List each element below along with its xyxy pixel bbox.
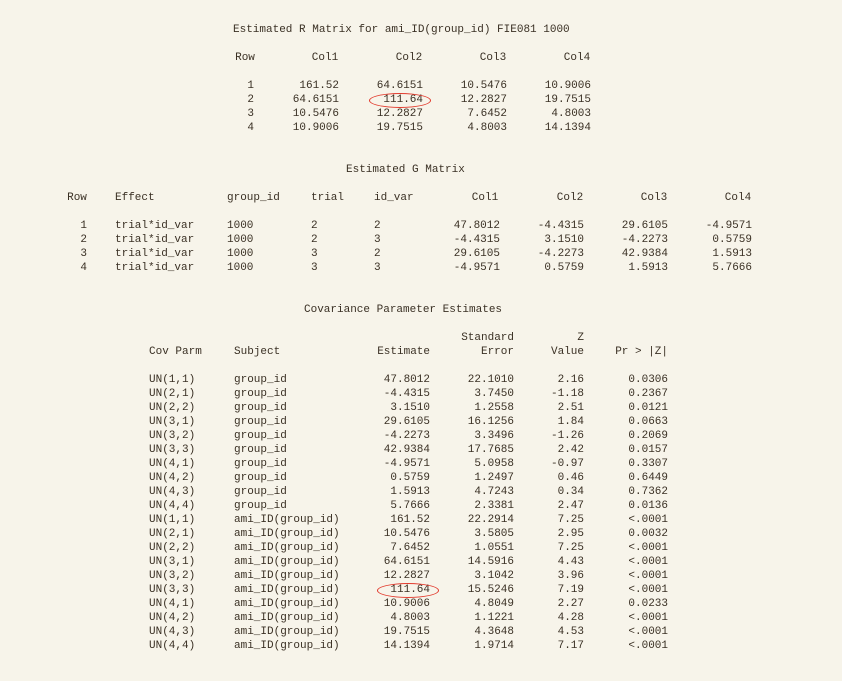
g-matrix-cell: trial*id_var	[115, 248, 195, 260]
cov-parm-cell: 12.2827	[383, 570, 430, 582]
r-matrix-col-header: Col4	[563, 52, 591, 64]
cov-parm-cell: 14.5916	[467, 556, 514, 568]
r-matrix-row-number: 4	[247, 122, 254, 134]
r-matrix-cell: 10.9006	[292, 122, 339, 134]
g-matrix-col-header: Col3	[640, 192, 668, 204]
cov-parm-cell: <.0001	[628, 584, 668, 596]
cov-parm-cell: 3.96	[557, 570, 584, 582]
cov-parm-cell: 2.51	[557, 402, 584, 414]
cov-parm-cell: 7.25	[557, 514, 584, 526]
r-matrix-cell: 12.2827	[460, 94, 507, 106]
g-matrix-col-header: group_id	[227, 192, 280, 204]
g-matrix-cell: 1000	[227, 248, 254, 260]
g-matrix-cell: 1000	[227, 220, 254, 232]
cov-parm-highlight-circle	[377, 583, 439, 598]
cov-parm-cell: 0.46	[557, 472, 584, 484]
cov-parm-name: UN(4,2)	[149, 612, 196, 624]
cov-parm-cell: 5.0958	[474, 458, 514, 470]
cov-parm-cell: 5.7666	[390, 500, 430, 512]
r-matrix-cell: 111.64	[383, 94, 423, 106]
g-matrix-title: Estimated G Matrix	[346, 164, 465, 176]
cov-parm-cell: 3.1042	[474, 570, 514, 582]
g-matrix-cell: 2	[374, 220, 381, 232]
cov-parm-cell: 0.5759	[390, 472, 430, 484]
cov-parm-cell: 19.7515	[383, 626, 430, 638]
r-matrix-cell: 10.9006	[544, 80, 591, 92]
cov-parm-cell: group_id	[234, 388, 287, 400]
cov-parm-cell: 0.0233	[628, 598, 668, 610]
cov-parm-cell: group_id	[234, 444, 287, 456]
cov-parm-cell: group_id	[234, 402, 287, 414]
cov-parm-name: UN(3,1)	[149, 556, 196, 568]
g-matrix-cell: -4.2273	[621, 234, 668, 246]
cov-parm-cell: 22.1010	[467, 374, 514, 386]
cov-parm-name: UN(4,2)	[149, 472, 196, 484]
cov-parm-cell: ami_ID(group_id)	[234, 626, 340, 638]
g-matrix-cell: 29.6105	[453, 248, 500, 260]
cov-parm-cell: 4.7243	[474, 486, 514, 498]
r-matrix-cell: 161.52	[299, 80, 339, 92]
g-matrix-cell: 2	[374, 248, 381, 260]
g-matrix-col-header: id_var	[374, 192, 414, 204]
g-matrix-cell: 1.5913	[712, 248, 752, 260]
cov-parm-cell: 1.2558	[474, 402, 514, 414]
r-matrix-cell: 4.8003	[467, 122, 507, 134]
r-matrix-cell: 19.7515	[544, 94, 591, 106]
cov-parm-cell: 4.53	[557, 626, 584, 638]
cov-parm-cell: 1.0551	[474, 542, 514, 554]
g-matrix-cell: 3.1510	[544, 234, 584, 246]
g-matrix-cell: 2	[311, 234, 318, 246]
r-matrix-cell: 10.5476	[460, 80, 507, 92]
cov-parm-cell: 4.8003	[390, 612, 430, 624]
cov-parm-cell: group_id	[234, 458, 287, 470]
cov-parm-col-header: Error	[480, 346, 514, 358]
cov-parm-cell: 0.2069	[628, 430, 668, 442]
g-matrix-cell: -4.9571	[705, 220, 752, 232]
g-matrix-row-number: 3	[80, 248, 87, 260]
cov-parm-name: UN(2,2)	[149, 542, 196, 554]
cov-parm-cell: 0.0121	[628, 402, 668, 414]
cov-parm-cell: -1.18	[550, 388, 584, 400]
g-matrix-cell: 5.7666	[712, 262, 752, 274]
cov-parm-cell: 42.9384	[383, 444, 430, 456]
cov-parm-cell: 29.6105	[383, 416, 430, 428]
cov-parm-cell: 22.2914	[467, 514, 514, 526]
cov-parm-cell: 4.43	[557, 556, 584, 568]
g-matrix-row-number: 4	[80, 262, 87, 274]
cov-parm-cell: 2.47	[557, 500, 584, 512]
cov-parm-cell: group_id	[234, 472, 287, 484]
g-matrix-cell: -4.9571	[453, 262, 500, 274]
cov-parm-cell: 7.25	[557, 542, 584, 554]
cov-parm-cell: 3.3496	[474, 430, 514, 442]
cov-parm-col-header: Value	[550, 346, 584, 358]
cov-parm-cell: 0.0157	[628, 444, 668, 456]
g-matrix-cell: 3	[374, 234, 381, 246]
r-matrix-title: Estimated R Matrix for ami_ID(group_id) FIE081 1000	[233, 24, 570, 36]
r-matrix-highlight-circle	[369, 93, 431, 108]
cov-parm-col-header: Z	[577, 332, 584, 344]
cov-parm-cell: 0.34	[557, 486, 584, 498]
cov-parm-cell: ami_ID(group_id)	[234, 542, 340, 554]
r-matrix-cell: 4.8003	[551, 108, 591, 120]
g-matrix-col-header: Effect	[115, 192, 155, 204]
cov-parm-name: UN(1,1)	[149, 374, 196, 386]
cov-parm-cell: ami_ID(group_id)	[234, 570, 340, 582]
cov-parm-cell: 1.9714	[474, 640, 514, 652]
cov-parm-cell: 1.2497	[474, 472, 514, 484]
r-matrix-row-number: 3	[247, 108, 254, 120]
cov-parm-cell: 161.52	[390, 514, 430, 526]
r-matrix-cell: 64.6151	[376, 80, 423, 92]
r-matrix-cell: 64.6151	[292, 94, 339, 106]
cov-parm-name: UN(3,3)	[149, 584, 196, 596]
cov-parm-cell: ami_ID(group_id)	[234, 612, 340, 624]
g-matrix-col-header: trial	[311, 192, 345, 204]
cov-parm-cell: -1.26	[550, 430, 584, 442]
cov-parm-cell: 7.6452	[390, 542, 430, 554]
cov-parm-cell: <.0001	[628, 612, 668, 624]
cov-parm-name: UN(4,4)	[149, 500, 196, 512]
g-matrix-cell: 0.5759	[544, 262, 584, 274]
g-matrix-cell: 47.8012	[453, 220, 500, 232]
r-matrix-cell: 12.2827	[376, 108, 423, 120]
g-matrix-cell: trial*id_var	[115, 262, 195, 274]
g-matrix-col-header: Col1	[471, 192, 499, 204]
cov-parm-name: UN(2,1)	[149, 528, 196, 540]
cov-parm-cell: group_id	[234, 374, 287, 386]
cov-parm-cell: 10.9006	[383, 598, 430, 610]
cov-parm-cell: <.0001	[628, 626, 668, 638]
cov-parm-cell: -4.9571	[383, 458, 430, 470]
g-matrix-cell: trial*id_var	[115, 234, 195, 246]
g-matrix-cell: 42.9384	[621, 248, 668, 260]
cov-parm-cell: 14.1394	[383, 640, 430, 652]
cov-parm-cell: group_id	[234, 486, 287, 498]
cov-parm-cell: 16.1256	[467, 416, 514, 428]
r-matrix-cell: 14.1394	[544, 122, 591, 134]
cov-parm-cell: <.0001	[628, 514, 668, 526]
cov-parm-cell: 17.7685	[467, 444, 514, 456]
cov-parm-name: UN(2,1)	[149, 388, 196, 400]
cov-parm-col-header: Standard	[461, 332, 514, 344]
g-matrix-cell: 3	[311, 248, 318, 260]
r-matrix-col-header: Col3	[479, 52, 507, 64]
cov-parm-cell: 0.0032	[628, 528, 668, 540]
cov-parm-name: UN(3,3)	[149, 444, 196, 456]
g-matrix-cell: 29.6105	[621, 220, 668, 232]
cov-parm-col-header: Subject	[234, 346, 281, 358]
r-matrix-cell: 19.7515	[376, 122, 423, 134]
g-matrix-cell: 3	[374, 262, 381, 274]
r-matrix-row-number: 2	[247, 94, 254, 106]
cov-parm-name: UN(1,1)	[149, 514, 196, 526]
cov-parm-cell: <.0001	[628, 640, 668, 652]
cov-parm-cell: ami_ID(group_id)	[234, 528, 340, 540]
cov-parm-cell: group_id	[234, 430, 287, 442]
g-matrix-cell: -4.2273	[537, 248, 584, 260]
cov-parm-cell: 0.0136	[628, 500, 668, 512]
cov-parm-cell: ami_ID(group_id)	[234, 556, 340, 568]
cov-parm-cell: 0.2367	[628, 388, 668, 400]
cov-parm-cell: 2.95	[557, 528, 584, 540]
cov-parm-cell: 0.3307	[628, 458, 668, 470]
cov-parm-cell: 0.0663	[628, 416, 668, 428]
cov-parm-col-header: Estimate	[377, 346, 430, 358]
cov-parm-cell: 64.6151	[383, 556, 430, 568]
cov-parm-cell: 3.1510	[390, 402, 430, 414]
cov-parm-cell: 2.42	[557, 444, 584, 456]
cov-parm-cell: 1.5913	[390, 486, 430, 498]
g-matrix-cell: 3	[311, 262, 318, 274]
cov-parm-cell: 7.19	[557, 584, 584, 596]
cov-parm-cell: group_id	[234, 500, 287, 512]
cov-parm-cell: 3.7450	[474, 388, 514, 400]
cov-parm-col-header: Cov Parm	[149, 346, 202, 358]
cov-parm-cell: -4.2273	[383, 430, 430, 442]
g-matrix-col-header: Col4	[724, 192, 752, 204]
g-matrix-cell: -4.4315	[453, 234, 500, 246]
cov-parm-name: UN(4,1)	[149, 458, 196, 470]
cov-parm-cell: 111.64	[390, 584, 430, 596]
cov-parm-cell: 4.3648	[474, 626, 514, 638]
cov-parm-cell: ami_ID(group_id)	[234, 640, 340, 652]
cov-parm-cell: 4.28	[557, 612, 584, 624]
cov-parm-name: UN(4,3)	[149, 486, 196, 498]
cov-parm-cell: 4.8049	[474, 598, 514, 610]
r-matrix-col-header: Col2	[395, 52, 423, 64]
cov-parm-cell: -4.4315	[383, 388, 430, 400]
cov-parm-name: UN(3,1)	[149, 416, 196, 428]
g-matrix-cell: 0.5759	[712, 234, 752, 246]
cov-parm-cell: 2.27	[557, 598, 584, 610]
cov-parm-cell: 7.17	[557, 640, 584, 652]
r-matrix-col-header: Row	[235, 52, 255, 64]
g-matrix-cell: trial*id_var	[115, 220, 195, 232]
cov-parm-cell: <.0001	[628, 570, 668, 582]
r-matrix-cell: 10.5476	[292, 108, 339, 120]
g-matrix-row-number: 2	[80, 234, 87, 246]
cov-parm-cell: ami_ID(group_id)	[234, 584, 340, 596]
g-matrix-row-number: 1	[80, 220, 87, 232]
cov-parm-cell: ami_ID(group_id)	[234, 514, 340, 526]
cov-parm-name: UN(4,3)	[149, 626, 196, 638]
g-matrix-cell: 1000	[227, 234, 254, 246]
cov-parm-cell: 2.16	[557, 374, 584, 386]
cov-parm-cell: group_id	[234, 416, 287, 428]
cov-parm-cell: <.0001	[628, 542, 668, 554]
g-matrix-col-header: Col2	[556, 192, 584, 204]
r-matrix-col-header: Col1	[311, 52, 339, 64]
cov-parm-cell: 1.84	[557, 416, 584, 428]
cov-parm-cell: 3.5805	[474, 528, 514, 540]
r-matrix-row-number: 1	[247, 80, 254, 92]
cov-parm-cell: 1.1221	[474, 612, 514, 624]
g-matrix-cell: 1000	[227, 262, 254, 274]
cov-parm-name: UN(3,2)	[149, 570, 196, 582]
cov-parm-col-header: Pr > |Z|	[615, 346, 668, 358]
cov-parm-cell: 2.3381	[474, 500, 514, 512]
cov-parm-cell: 15.5246	[467, 584, 514, 596]
cov-parm-name: UN(4,1)	[149, 598, 196, 610]
g-matrix-cell: 2	[311, 220, 318, 232]
cov-parm-name: UN(4,4)	[149, 640, 196, 652]
cov-parm-cell: 0.7362	[628, 486, 668, 498]
cov-parm-cell: 0.0306	[628, 374, 668, 386]
cov-parm-title: Covariance Parameter Estimates	[304, 304, 503, 316]
cov-parm-cell: 47.8012	[383, 374, 430, 386]
r-matrix-cell: 7.6452	[467, 108, 507, 120]
cov-parm-cell: 0.6449	[628, 472, 668, 484]
g-matrix-cell: 1.5913	[628, 262, 668, 274]
cov-parm-cell: <.0001	[628, 556, 668, 568]
cov-parm-name: UN(2,2)	[149, 402, 196, 414]
cov-parm-name: UN(3,2)	[149, 430, 196, 442]
cov-parm-cell: 10.5476	[383, 528, 430, 540]
g-matrix-col-header: Row	[67, 192, 87, 204]
g-matrix-cell: -4.4315	[537, 220, 584, 232]
cov-parm-cell: ami_ID(group_id)	[234, 598, 340, 610]
cov-parm-cell: -0.97	[550, 458, 584, 470]
